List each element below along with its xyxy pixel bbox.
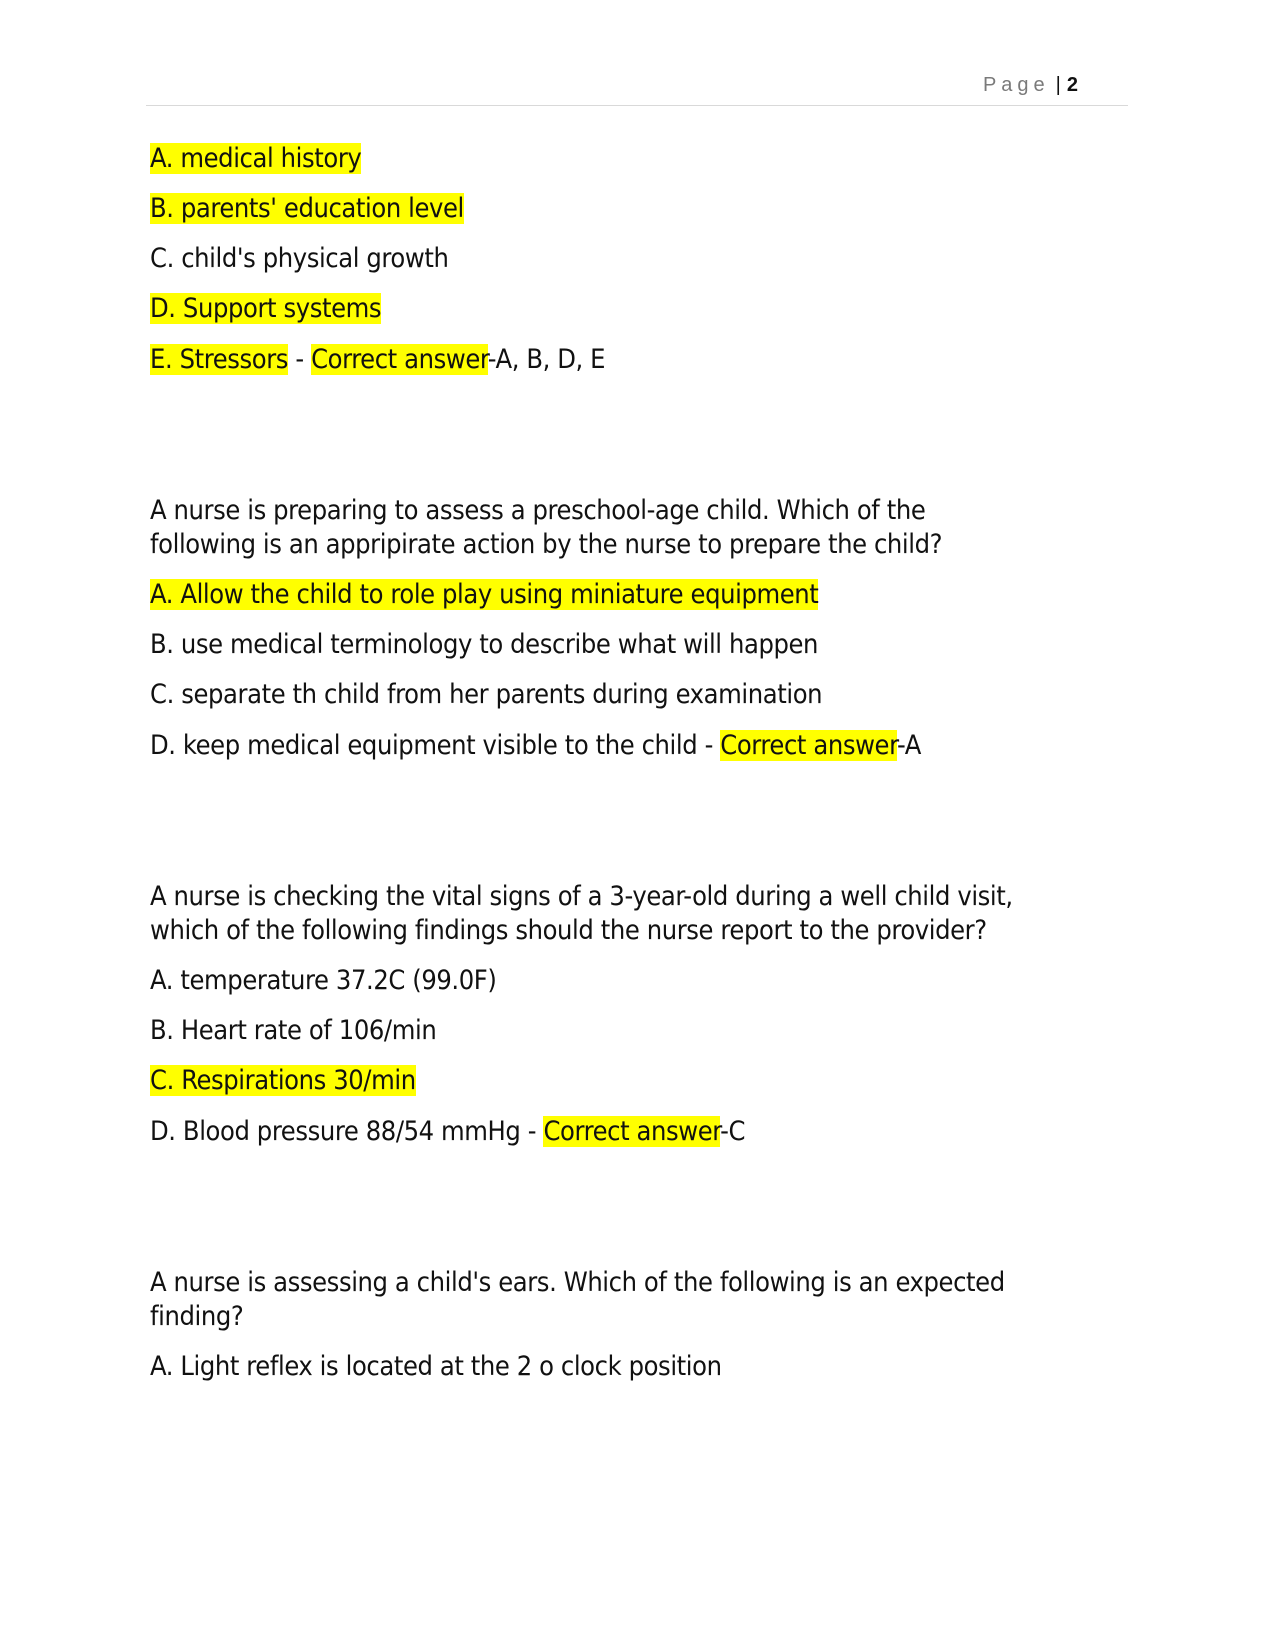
q3-answer-label: Correct answer <box>543 1116 721 1147</box>
q2-option-d-with-answer <box>150 728 921 764</box>
q3-option-d: D. Blood pressure 88/54 mmHg <box>150 1116 521 1147</box>
q2-question-line-2: following is an appripirate action by the nurse to prepare the child? <box>150 529 943 560</box>
page-number: 2 <box>1066 74 1078 96</box>
q2-option-c: C. separate th child from her parents during examination <box>150 679 823 710</box>
q3-answer-separator: - <box>520 1116 544 1147</box>
q3-question-line-2: which of the following findings should the nurse report to the provider? <box>150 915 987 946</box>
q1-answer-separator: - <box>288 344 312 375</box>
q3-option-d-with-answer <box>150 1114 745 1150</box>
q2-option-d: D. keep medical equipment visible to the child <box>150 730 698 761</box>
q3-option-b: B. Heart rate of 106/min <box>150 1015 437 1046</box>
q1-option-a: A. medical history <box>150 143 362 174</box>
q1-option-e: E. Stressors <box>150 344 289 375</box>
q2-answer-separator: - <box>697 730 721 761</box>
page-label: Page <box>982 74 1050 96</box>
q4-question-line-2: finding? <box>150 1301 244 1332</box>
q4-question-line-1: A nurse is assessing a child's ears. Which of the following is an expected <box>150 1267 1005 1298</box>
q3-question-line-1: A nurse is checking the vital signs of a 3-year-old during a well child visit, <box>150 881 1013 912</box>
q2-option-a: A. Allow the child to role play using miniature equipment <box>150 579 819 610</box>
page-header <box>983 74 1078 97</box>
q3-option-c: C. Respirations 30/min <box>150 1065 416 1096</box>
q1-option-d: D. Support systems <box>150 293 382 324</box>
q1-option-b: B. parents' education level <box>150 193 464 224</box>
q2-option-b: B. use medical terminology to describe what will happen <box>150 629 819 660</box>
q2-question-line-1: A nurse is preparing to assess a preschool-age child. Which of the <box>150 495 926 526</box>
q1-option-e-with-answer <box>150 342 605 378</box>
q3-option-a: A. temperature 37.2C (99.0F) <box>150 965 497 996</box>
q3-answer-value: -C <box>720 1116 746 1147</box>
page-separator: | <box>1055 74 1061 96</box>
q2-answer-label: Correct answer <box>720 730 897 761</box>
q1-option-c: C. child's physical growth <box>150 243 449 274</box>
q2-answer-value: -A <box>896 730 921 761</box>
header-rule <box>146 105 1128 106</box>
q1-answer-label: Correct answer <box>311 344 488 375</box>
q4-option-a: A. Light reflex is located at the 2 o clock position <box>150 1351 722 1382</box>
q1-answer-value: -A, B, D, E <box>487 344 606 375</box>
